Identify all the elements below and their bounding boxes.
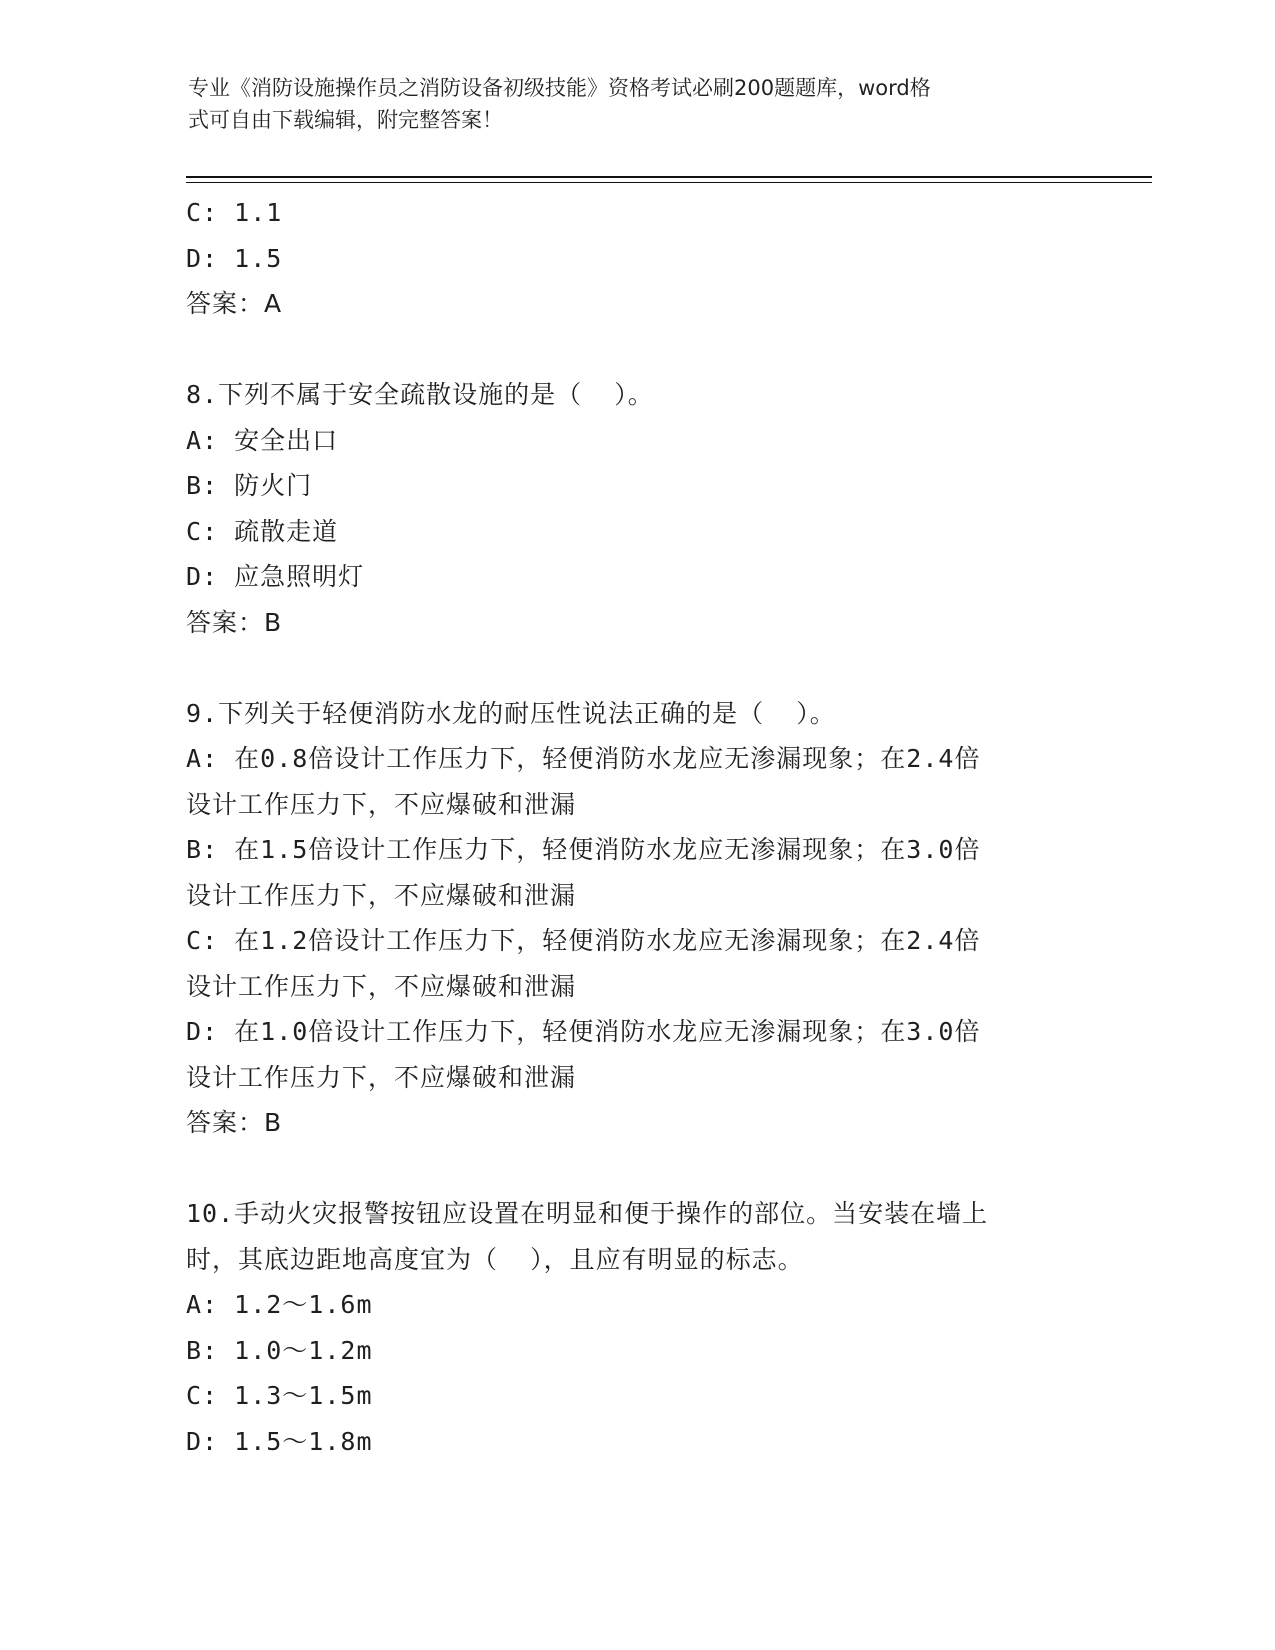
q7-option-c: C: 1.1 xyxy=(186,198,283,227)
q8-option-b: B: 防火门 xyxy=(186,471,313,500)
header-line-1: 专业《消防设施操作员之消防设备初级技能》资格考试必刷200题题库，word格 xyxy=(188,76,931,100)
q8-option-a: A: 安全出口 xyxy=(186,425,339,455)
spacer xyxy=(186,327,1086,373)
q8-question: 8.下列不属于安全疏散设施的是（ ）。 xyxy=(186,380,654,409)
question-content xyxy=(186,190,1086,1464)
q10-question-line-2: 时，其底边距地高度宜为（ ），且应有明显的标志。 xyxy=(186,1244,804,1274)
q10-option-b: B: 1.0～1.2m xyxy=(186,1335,373,1365)
q10-option-a: A: 1.2～1.6m xyxy=(186,1290,373,1319)
q9-option-b-line-2: 设计工作压力下，不应爆破和泄漏 xyxy=(186,880,577,910)
q8-option-c: C: 疏散走道 xyxy=(186,516,339,546)
document-header xyxy=(188,72,1068,136)
q8-option-d: D: 应急照明灯 xyxy=(186,562,365,591)
q10-option-d: D: 1.5～1.8m xyxy=(186,1426,373,1456)
q7-option-d: D: 1.5 xyxy=(186,243,283,273)
q9-answer: 答案：B xyxy=(186,1108,283,1137)
spacer xyxy=(186,645,1086,691)
q9-option-d-line-2: 设计工作压力下，不应爆破和泄漏 xyxy=(186,1062,577,1092)
q10-option-c: C: 1.3～1.5m xyxy=(186,1381,373,1410)
q9-option-a-line-1: A: 在0.8倍设计工作压力下，轻便消防水龙应无渗漏现象；在2.4倍 xyxy=(186,744,981,773)
q9-option-c-line-2: 设计工作压力下，不应爆破和泄漏 xyxy=(186,971,577,1001)
q9-option-a-line-2: 设计工作压力下，不应爆破和泄漏 xyxy=(186,789,577,819)
spacer xyxy=(186,1146,1086,1192)
header-divider-thick xyxy=(186,176,1152,178)
q9-option-c-line-1: C: 在1.2倍设计工作压力下，轻便消防水龙应无渗漏现象；在2.4倍 xyxy=(186,926,981,955)
q7-answer: 答案：A xyxy=(186,289,283,318)
q10-question-line-1: 10.手动火灾报警按钮应设置在明显和便于操作的部位。当安装在墙上 xyxy=(186,1199,989,1228)
q9-option-d-line-1: D: 在1.0倍设计工作压力下，轻便消防水龙应无渗漏现象；在3.0倍 xyxy=(186,1017,981,1046)
header-line-2: 式可自由下载编辑，附完整答案！ xyxy=(188,108,503,132)
q9-question: 9.下列关于轻便消防水龙的耐压性说法正确的是（ ）。 xyxy=(186,698,836,728)
q9-option-b-line-1: B: 在1.5倍设计工作压力下，轻便消防水龙应无渗漏现象；在3.0倍 xyxy=(186,835,981,864)
header-divider-thin xyxy=(186,182,1152,183)
q8-answer: 答案：B xyxy=(186,607,283,637)
